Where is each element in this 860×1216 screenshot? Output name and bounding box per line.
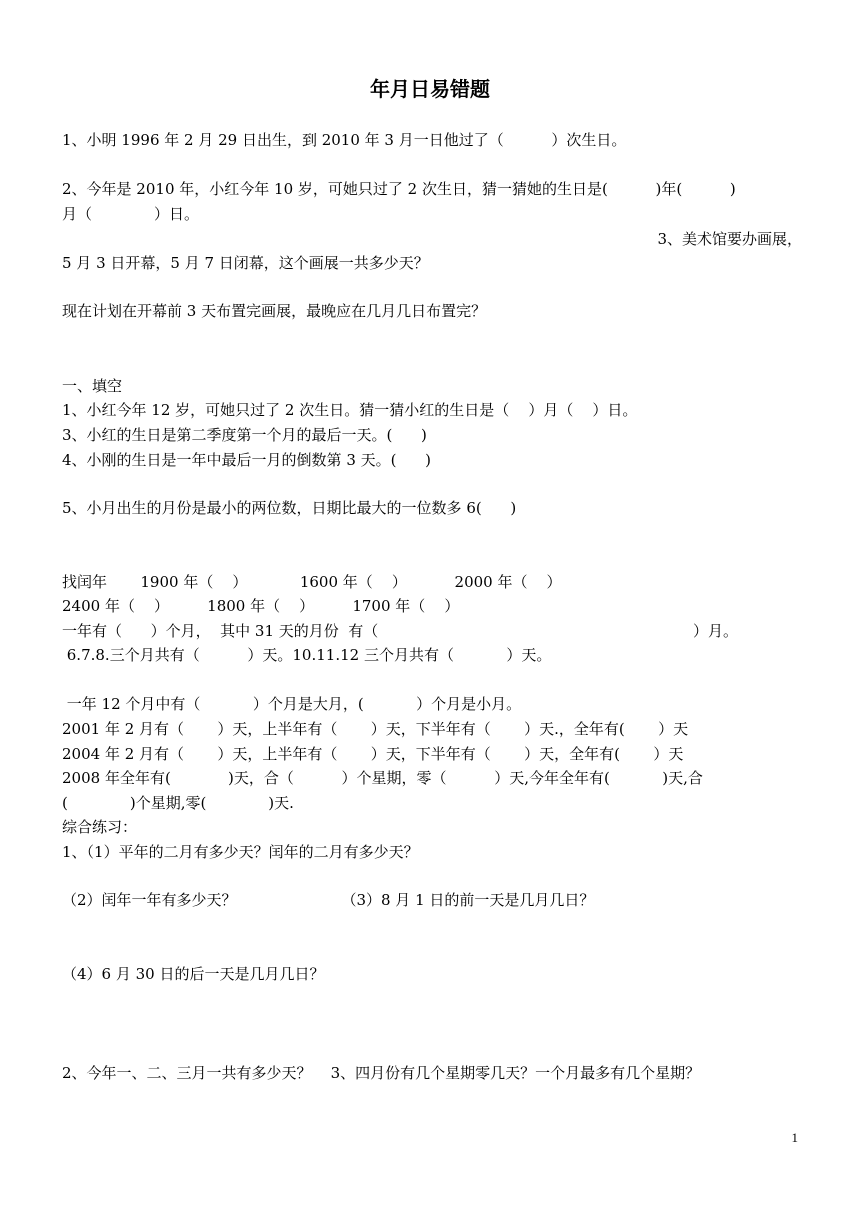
practice-1-1: 1、（1）平年的二月有多少天？闰年的二月有多少天？ <box>62 843 419 861</box>
section-heading-fill-blank: 一、填空 <box>62 377 123 395</box>
question-3-line-2: 5 月 3 日开幕，5 月 7 日闭幕，这个画展一共多少天？ <box>62 254 429 272</box>
question-2-line-2: 月（ ）日。 <box>62 205 199 223</box>
question-3-line-1: 3、美术馆要办画展， <box>657 230 802 248</box>
page-title: 年月日易错题 <box>370 77 490 101</box>
leap-year-row-1: 找闰年 1900 年（ ） 1600 年（ ） 2000 年（ ） <box>62 573 562 591</box>
fill-blank-5: 5、小月出生的月份是最小的两位数，日期比最大的一位数多 6( ) <box>62 499 517 517</box>
fill-blank-3: 3、小红的生日是第二季度第一个月的最后一天。( ) <box>62 426 427 444</box>
year-2004-row: 2004 年 2 月有（ ）天，上半年有（ ）天，下半年有（ ）天，全年有( ）天 <box>62 745 684 763</box>
question-1: 1、小明 1996 年 2 月 29 日出生，到 2010 年 3 月一日他过了（ ）次生日。 <box>62 131 627 149</box>
fill-blank-4: 4、小刚的生日是一年中最后一月的倒数第 3 天。( ) <box>62 451 431 469</box>
page-number: 1 <box>791 1130 798 1145</box>
big-small-months: 一年 12 个月中有（ ）个月是大月，( ）个月是小月。 <box>62 695 522 713</box>
practice-2-3: 2、今年一、二、三月一共有多少天？ 3、四月份有几个星期零几天？一个月最多有几个星期？ <box>62 1064 701 1082</box>
section-heading-practice: 综合练习： <box>62 818 138 836</box>
practice-1-4: （4）6 月 30 日的后一天是几月几日？ <box>62 965 325 983</box>
practice-1-2-3: （2）闰年一年有多少天？ （3）8 月 1 日的前一天是几月几日？ <box>62 891 595 909</box>
fill-blank-1: 1、小红今年 12 岁，可她只过了 2 次生日。猜一猜小红的生日是（ ）月（ ）日。 <box>62 401 638 419</box>
year-2008-row-2: ( )个星期,零( )天. <box>62 794 294 812</box>
question-2-line-1: 2、今年是 2010 年，小红今年 10 岁，可她只过了 2 次生日，猜一猜她的生日是( )年( ) <box>62 180 736 198</box>
year-2001-row: 2001 年 2 月有（ ）天，上半年有（ ）天，下半年有（ ）天.，全年有( ）天 <box>62 720 689 738</box>
question-3-line-3: 现在计划在开幕前 3 天布置完画展，最晚应在几月几日布置完？ <box>62 302 487 320</box>
leap-year-row-2: 2400 年（ ） 1800 年（ ） 1700 年（ ） <box>62 597 460 615</box>
months-total-days: 6.7.8.三个月共有（ ）天。10.11.12 三个月共有（ ）天。 <box>62 646 552 664</box>
year-2008-row-1: 2008 年全年有( )天，合（ ）个星期，零（ ）天,今年全年有( )天,合 <box>62 769 703 787</box>
months-31-days: 一年有（ ）个月， 其中 31 天的月份 有（ ）月。 <box>62 622 738 640</box>
